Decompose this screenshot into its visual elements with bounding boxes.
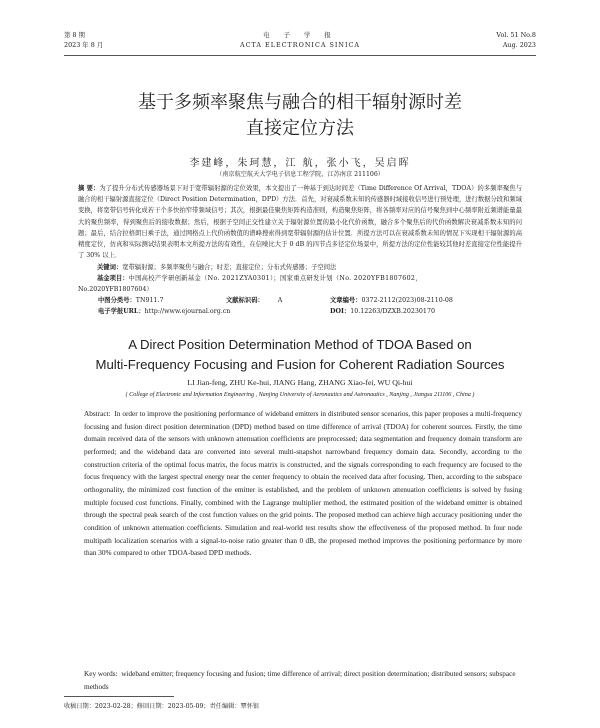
footnote-dates: 收稿日期：2023-02-28；修回日期：2023-05-09；责任编辑：覃怀银 bbox=[64, 703, 260, 710]
keywords-cn bbox=[97, 263, 336, 273]
journal-url-link[interactable]: http://www.ejournal.org.cn bbox=[144, 308, 231, 315]
header-divider bbox=[64, 55, 536, 56]
funding-cn-label: 基金项目： bbox=[97, 275, 129, 282]
funding-cn bbox=[97, 274, 422, 284]
keywords-en bbox=[84, 668, 522, 693]
doc-code-value: A bbox=[277, 297, 283, 304]
journal-name-cn: 电 子 学 报 bbox=[263, 31, 337, 39]
running-header bbox=[64, 30, 536, 54]
journal-name bbox=[64, 30, 536, 50]
clc-value: TN911.7 bbox=[135, 297, 164, 304]
title-en-line1: A Direct Position Determination Method of TDOA Based on bbox=[128, 337, 472, 352]
abstract-cn-text: 为了提升分布式传感器场景下对于宽带辐射源的定位效果，本文提出了一种基于到达时间差（Time Difference Of Arrival，TDOA）的多频率聚焦与融合的相干辐射源直接定位（Direct Position Determination，DPD）方法．首先，对衰减系数未知的传感器时域接收信号进行预处理，进行数据分段和频域变换，将宽带信号转化成若干个多快拍窄带频域信号；其次，根据最佳聚焦矩阵构造准则，构造聚焦矩阵，将各频率对应的信号聚焦到中心频率附近频谱能量最大的聚焦频率，得到聚焦后的接收数据；然后，根据子空间正交性建立关于辐射源位置的最小化代价函数，融合多个聚焦后的代价函数解决衰减系数未知的问题；最后，结合拉格朗日乘子法，通过网格点上代价函数值的谱峰搜索得到宽带辐射源的估计位置．所提方法可以在衰减系数未知的情况下实现相干辐射源的高精度定位，仿真和实际测试结果表明本文所提方法的有效性，在信噪比大于 0 dB 的四节点多径定位场景中，所提方法的定位性能较其他时差直接定位性能提升了 30% 以上． bbox=[78, 185, 522, 260]
abstract-en-label: Abstract: bbox=[84, 410, 111, 418]
page-title-en bbox=[0, 335, 600, 375]
keywords-cn-label: 关键词： bbox=[97, 264, 123, 271]
clc-label: 中图分类号： bbox=[98, 297, 136, 304]
clc-row bbox=[98, 296, 164, 306]
keywords-en-label: Key words: bbox=[84, 670, 118, 678]
issue-date: 2023 年 8 月 bbox=[64, 41, 104, 49]
authors-cn: 李建峰，朱珂慧，江 航，张小飞，吴启晖 bbox=[189, 158, 411, 169]
keywords-cn-text: 宽带辐射源；多频率聚焦与融合；时差；直接定位；分布式传感器；子空间法 bbox=[122, 264, 337, 271]
funding-cn-cont: No.2020YFB1807604） bbox=[78, 286, 153, 293]
issue-number: 第 8 期 bbox=[64, 31, 85, 39]
doi-label: DOI： bbox=[330, 308, 351, 315]
title-en-line2: Multi-Frequency Focusing and Fusion for Coherent Radiation Sources bbox=[95, 357, 505, 372]
title-cn-line2: 直接定位方法 bbox=[246, 118, 354, 139]
title-cn-line1: 基于多频率聚焦与融合的相干辐射源时差 bbox=[138, 92, 462, 113]
doc-code-row bbox=[226, 296, 282, 306]
volume-info bbox=[496, 30, 536, 50]
funding-cn-line1: 中国高校产学研创新基金（No. 2021ZYA0301）；国家重点研发计划（No. 2020YFB1807602， bbox=[128, 275, 422, 282]
doi-link[interactable]: 10.12263/DZXB.20230170 bbox=[350, 308, 435, 315]
affiliation-en: ( College of Electronic and Information Engineering , Nanjing University of Aeronautics and Astronautics , Nanjing , Jiangsu 211106 , China ) bbox=[125, 392, 475, 398]
abstract-en-text: In order to improve the positioning performance of wideband emitters in distributed sensor scenarios, this paper proposes a multi-frequency focusing and fusion direct position determination (DPD) method based on time difference of arrival (TDOA) for coherent sources. Firstly, the time domain received data of the sensors with unknown attenuation coefficients are preprocessed; data segmentation and frequency domain transform are performed; and the wideband data are converted into several multi-snapshot narrowband frequency domain data. Secondly, according to the construction criteria of the optimal focus matrix, the focus matrix is constructed, and the signals corresponding to each frequency are focused to the focus frequency with the largest spectral energy near the center frequency to obtain the received data after focusing. Then, according to the subspace orthogonality, the minimized cost function of the emitter is established, and the problem of unknown attenuation coefficients is solved by fusing multiple focused cost functions. Finally, combined with the Lagrange multiplier method, the estimated position of the wideband emitter is obtained through the spectral peak search of the cost function values on the grid points. The proposed method can achieve high accuracy positioning under the condition of unknown attenuation coefficients. Simulation and real-world test results show the effectiveness of the proposed method. In four node multipath localization scenarios with a signal-to-noise ratio greater than 0 dB, the proposed method improves the positioning performance by more than 30% compared to other TDOA-based DPD methods. bbox=[84, 410, 522, 558]
abstract-en bbox=[84, 408, 522, 560]
journal-url-label: 电子学报URL： bbox=[98, 308, 145, 315]
volume-number: Vol. 51 No.8 bbox=[496, 31, 536, 39]
article-number-row bbox=[330, 296, 453, 306]
abstract-cn bbox=[78, 183, 522, 261]
article-number-label: 文章编号： bbox=[330, 297, 362, 304]
journal-url-row bbox=[98, 307, 230, 317]
abstract-cn-label: 摘 要： bbox=[78, 185, 100, 192]
affiliation-cn: （南京航空航天大学电子信息工程学院，江苏南京 211106） bbox=[216, 171, 384, 178]
article-number-value: 0372-2112(2023)08-2110-08 bbox=[361, 297, 453, 304]
journal-name-en: ACTA ELECTRONICA SINICA bbox=[239, 41, 361, 49]
keywords-en-text: wideband emitter; frequency focusing and fusion; time difference of arrival; direct position determination; distributed sensors; subspace methods bbox=[84, 670, 516, 691]
doc-code-label: 文献标识码： bbox=[226, 297, 264, 304]
footnote-divider bbox=[64, 696, 174, 697]
page-title-cn bbox=[0, 90, 600, 142]
doi-row bbox=[330, 307, 435, 317]
volume-date: Aug. 2023 bbox=[502, 41, 536, 49]
authors-en: LI Jian-feng, ZHU Ke-hui, JIANG Hang, ZHANG Xiao-fei, WU Qi-hui bbox=[187, 378, 413, 387]
